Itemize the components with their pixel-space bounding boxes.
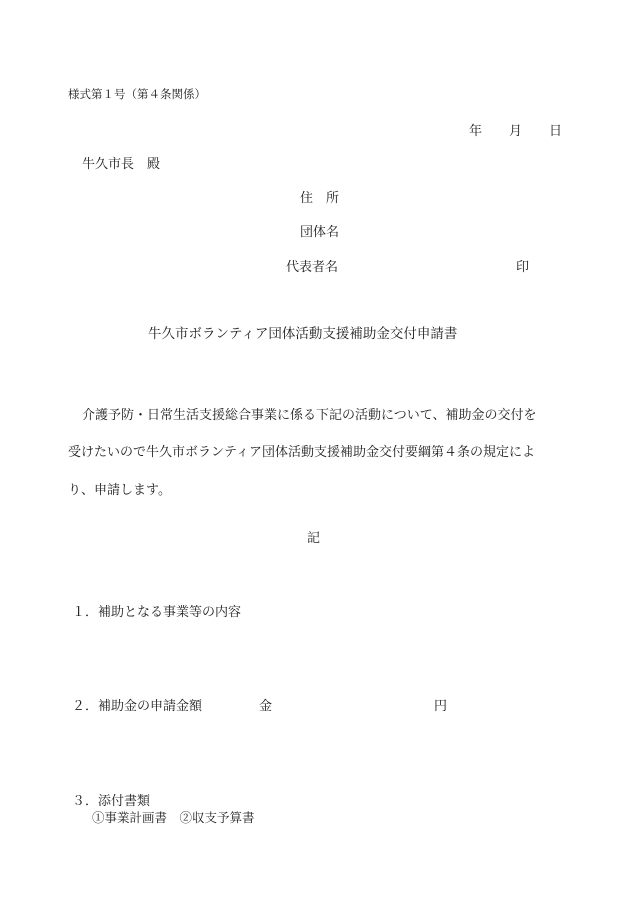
attached-documents: ①事業計画書 ②収支予算書	[92, 810, 255, 825]
item-2-heading: ２．補助金の申請金額	[72, 699, 203, 714]
amount-unit: 円	[434, 699, 448, 714]
item-3-heading: ３．添付書類	[72, 794, 151, 809]
seal-mark: 印	[516, 260, 530, 275]
addressee: 牛久市長 殿	[82, 157, 161, 172]
body-line-1: 介護予防・日常生活支援総合事業に係る下記の活動について、補助金の交付を	[82, 408, 537, 423]
body-line-3: り、申請します。	[68, 483, 171, 498]
form-number: 様式第１号（第４条関係）	[68, 87, 206, 101]
note-heading: 記	[307, 531, 321, 546]
representative-label: 代表者名	[286, 260, 339, 275]
body-line-2: 受けたいので牛久市ボランティア団体活動支援補助金交付要綱第４条の規定によ	[68, 445, 535, 460]
date-month-label: 月	[509, 124, 523, 139]
item-1-heading: １．補助となる事業等の内容	[72, 605, 242, 620]
date-year-label: 年	[469, 124, 483, 139]
date-day-label: 日	[549, 124, 563, 139]
document-title: 牛久市ボランティア団体活動支援補助金交付申請書	[148, 326, 458, 342]
amount-prefix: 金	[259, 699, 273, 714]
address-label: 住 所	[300, 191, 340, 206]
group-name-label: 団体名	[300, 225, 340, 240]
